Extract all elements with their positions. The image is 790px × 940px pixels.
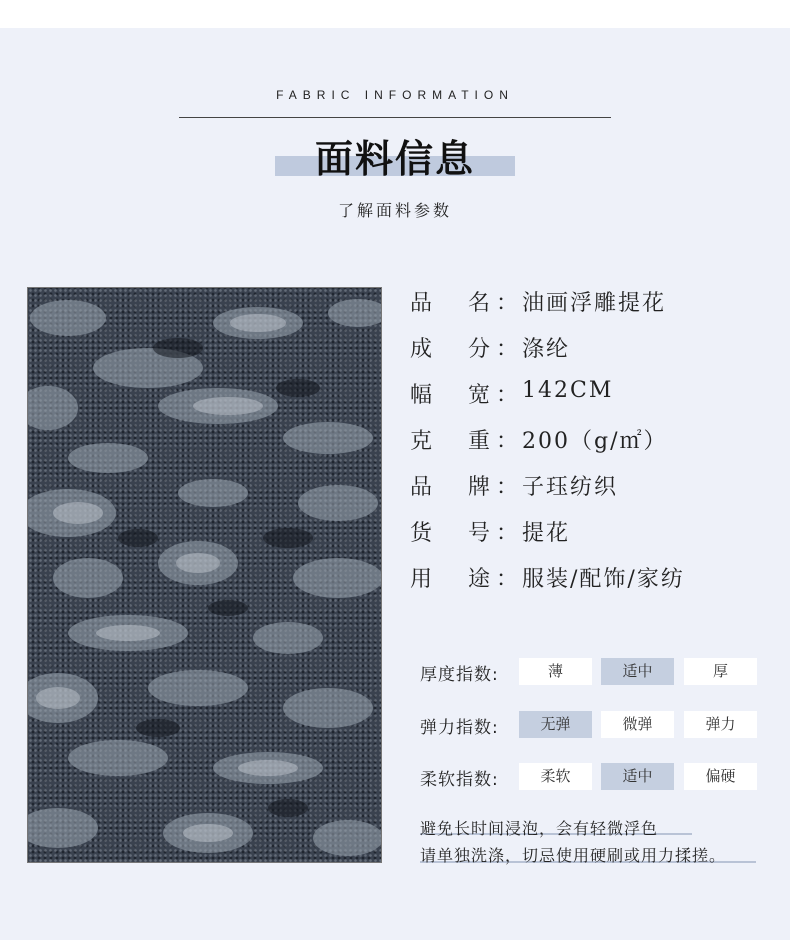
page-title: 面料信息 bbox=[314, 137, 475, 181]
page-subtitle: 了解面料参数 bbox=[337, 201, 452, 220]
spec-value: 油画浮雕提花 bbox=[522, 291, 667, 316]
elasticity-option-none[interactable]: 无弹 bbox=[519, 711, 592, 738]
spec-colon: ： bbox=[496, 521, 519, 546]
spec-key-2: 宽 bbox=[468, 383, 491, 408]
spec-row-name bbox=[410, 286, 780, 326]
spec-key-1: 品 bbox=[410, 291, 433, 316]
spec-value: 服装/配饰/家纺 bbox=[522, 567, 685, 592]
spec-colon: ： bbox=[496, 337, 519, 362]
spec-row-brand bbox=[410, 470, 780, 510]
spec-row-item-number bbox=[410, 516, 780, 556]
elasticity-option-slight[interactable]: 微弹 bbox=[601, 711, 674, 738]
spec-key-1: 成 bbox=[410, 337, 433, 362]
spec-key-1: 货 bbox=[410, 521, 433, 546]
spec-key-2: 牌 bbox=[468, 475, 491, 500]
softness-option-soft[interactable]: 柔软 bbox=[519, 763, 592, 790]
spec-key-2: 号 bbox=[468, 521, 491, 546]
spec-key-1: 克 bbox=[410, 429, 433, 454]
elasticity-option-stretch[interactable]: 弹力 bbox=[684, 711, 757, 738]
fabric-pattern bbox=[28, 288, 382, 863]
spec-key-2: 名 bbox=[468, 291, 491, 316]
spec-colon: ： bbox=[496, 429, 519, 454]
section-eyebrow: FABRIC INFORMATION bbox=[276, 88, 514, 102]
thickness-index-label: 厚度指数: bbox=[420, 665, 499, 685]
spec-value: 142CM bbox=[522, 378, 614, 403]
spec-key-1: 幅 bbox=[410, 383, 433, 408]
care-note-1: 避免长时间浸泡，会有轻微浮色 bbox=[420, 819, 659, 838]
spec-key-2: 分 bbox=[468, 337, 491, 362]
spec-row-usage bbox=[410, 562, 780, 602]
spec-key-2: 重 bbox=[468, 429, 491, 454]
spec-colon: ： bbox=[496, 567, 519, 592]
softness-option-medium[interactable]: 适中 bbox=[601, 763, 674, 790]
spec-row-width bbox=[410, 378, 780, 418]
softness-index-label: 柔软指数: bbox=[420, 770, 499, 790]
thickness-option-thick[interactable]: 厚 bbox=[684, 658, 757, 685]
spec-value: 200（g/㎡） bbox=[522, 429, 668, 454]
softness-option-firm[interactable]: 偏硬 bbox=[684, 763, 757, 790]
spec-value: 提花 bbox=[522, 521, 571, 546]
spec-row-composition bbox=[410, 332, 780, 372]
care-note-2: 请单独洗涤，切忌使用硬刷或用力揉搓。 bbox=[420, 846, 727, 865]
thickness-option-medium[interactable]: 适中 bbox=[601, 658, 674, 685]
header-divider bbox=[179, 117, 611, 118]
fabric-swatch-image bbox=[27, 287, 382, 863]
spec-row-weight bbox=[410, 424, 780, 464]
thickness-option-thin[interactable]: 薄 bbox=[519, 658, 592, 685]
spec-colon: ： bbox=[496, 291, 519, 316]
spec-key-2: 途 bbox=[468, 567, 491, 592]
elasticity-index-label: 弹力指数: bbox=[420, 718, 499, 738]
spec-colon: ： bbox=[496, 383, 519, 408]
spec-key-1: 用 bbox=[410, 567, 433, 592]
spec-colon: ： bbox=[496, 475, 519, 500]
spec-key-1: 品 bbox=[410, 475, 433, 500]
spec-value: 涤纶 bbox=[522, 337, 571, 362]
spec-value: 子珏纺织 bbox=[522, 475, 619, 500]
